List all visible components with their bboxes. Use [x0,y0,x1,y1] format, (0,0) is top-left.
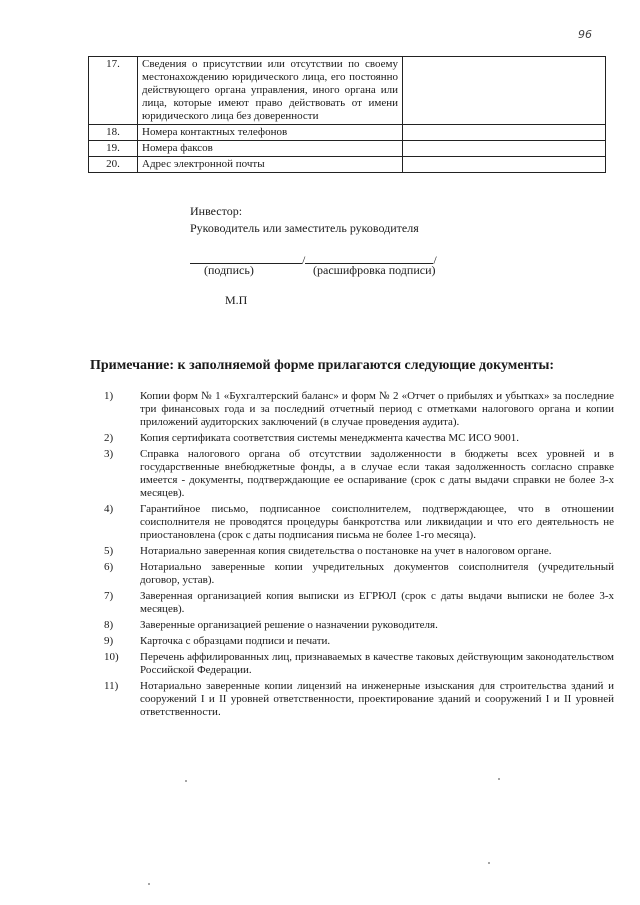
list-item [90,680,614,719]
item-text: Справка налогового органа об отсутствии задолженности в бюджеты всех уровней и в государственные внебюджетные фонды, а в случае если такая задолженность согласно справке имеется - документы, подтверждающие ее оспаривание (срок с даты выдачи справки не более 3-х месяцев). [140,448,614,499]
item-text: Нотариально заверенная копия свидетельства о постановке на учет в налоговом органе. [140,545,552,557]
row-description: Номера факсов [138,141,403,157]
list-item [90,635,614,648]
row-description: Адрес электронной почты [138,157,403,173]
document-list [90,390,614,722]
scan-speck [498,778,500,780]
row-value-cell[interactable] [403,141,606,157]
item-text: Нотариально заверенные копии учредительных документов соисполнителя (учредительный договор, устав). [140,561,614,586]
signature-separator-end: / [433,253,437,267]
item-text: Заверенная организацией копия выписки из ЕГРЮЛ (срок с даты выдачи выписки не более 3-х месяцев). [140,590,614,615]
investor-label: Инвестор: [190,204,243,218]
scan-speck [148,883,150,885]
list-item [90,651,614,677]
row-number: 20. [89,157,138,173]
page-number: 96 [578,28,592,41]
scan-speck [185,780,187,782]
row-number: 19. [89,141,138,157]
signature-captions [204,263,436,278]
item-number: 11) [104,680,119,692]
item-number: 10) [104,651,119,663]
table-row [89,157,606,173]
item-number: 8) [104,619,114,631]
item-text: Гарантийное письмо, подписанное соисполнителем, подтверждающее, что в отношении соисполнителя не проводятся процедуры банкротства или ликвидации и что его деятельность не приостановлена (срок с даты подписания письма не более 1-го месяца). [140,503,614,541]
item-number: 7) [104,590,114,602]
investor-role: Руководитель или заместитель руководителя [190,221,419,235]
item-number: 1) [104,390,114,402]
note-heading: Примечание: к заполняемой форме прилагаются следующие документы: [90,358,555,373]
investor-block [190,203,419,237]
list-item [90,619,614,632]
row-number: 18. [89,125,138,141]
row-description: Сведения о присутствии или отсутствии по своему местонахождению юридического лица, его постоянно действующего органа управления, иного органа или лица, которые имеют право действовать от имени юридического лица без доверенности [138,57,403,125]
decoding-caption: (расшифровка подписи) [313,263,436,277]
row-number: 17. [89,57,138,125]
signature-caption: (подпись) [204,263,254,277]
item-text: Копия сертификата соответствия системы менеджмента качества МС ИСО 9001. [140,432,519,444]
row-value-cell[interactable] [403,57,606,125]
list-item [90,503,614,542]
row-value-cell[interactable] [403,125,606,141]
scan-speck [488,862,490,864]
item-text: Нотариально заверенные копии лицензий на инженерные изыскания для строительства зданий и сооружений I и II уровней ответственности, проектирование зданий и сооружений I и II уровней ответственности. [140,680,614,718]
list-item [90,390,614,429]
item-number: 9) [104,635,114,647]
signature-separator: / [302,253,306,267]
item-text: Карточка с образцами подписи и печати. [140,635,331,647]
table-row [89,125,606,141]
list-item [90,590,614,616]
form-table [88,56,606,173]
item-text: Заверенные организацией решение о назначении руководителя. [140,619,438,631]
list-item [90,448,614,500]
item-number: 6) [104,561,114,573]
item-number: 5) [104,545,114,557]
item-text: Перечень аффилированных лиц, признаваемых в качестве таковых действующим законодательством Российской Федерации. [140,651,614,676]
table-row [89,57,606,125]
item-number: 4) [104,503,114,515]
item-text: Копии форм № 1 «Бухгалтерский баланс» и форм № 2 «Отчет о прибылях и убытках» за последние три финансовых года и за последний отчетный период с отметками налогового органа и копии приложений аудиторских заключений (в случае проведения аудита). [140,390,614,428]
list-item [90,561,614,587]
row-description: Номера контактных телефонов [138,125,403,141]
item-number: 2) [104,432,114,444]
item-number: 3) [104,448,114,460]
row-value-cell[interactable] [403,157,606,173]
table-row [89,141,606,157]
stamp-place: М.П [225,293,248,307]
list-item [90,432,614,445]
list-item [90,545,614,558]
